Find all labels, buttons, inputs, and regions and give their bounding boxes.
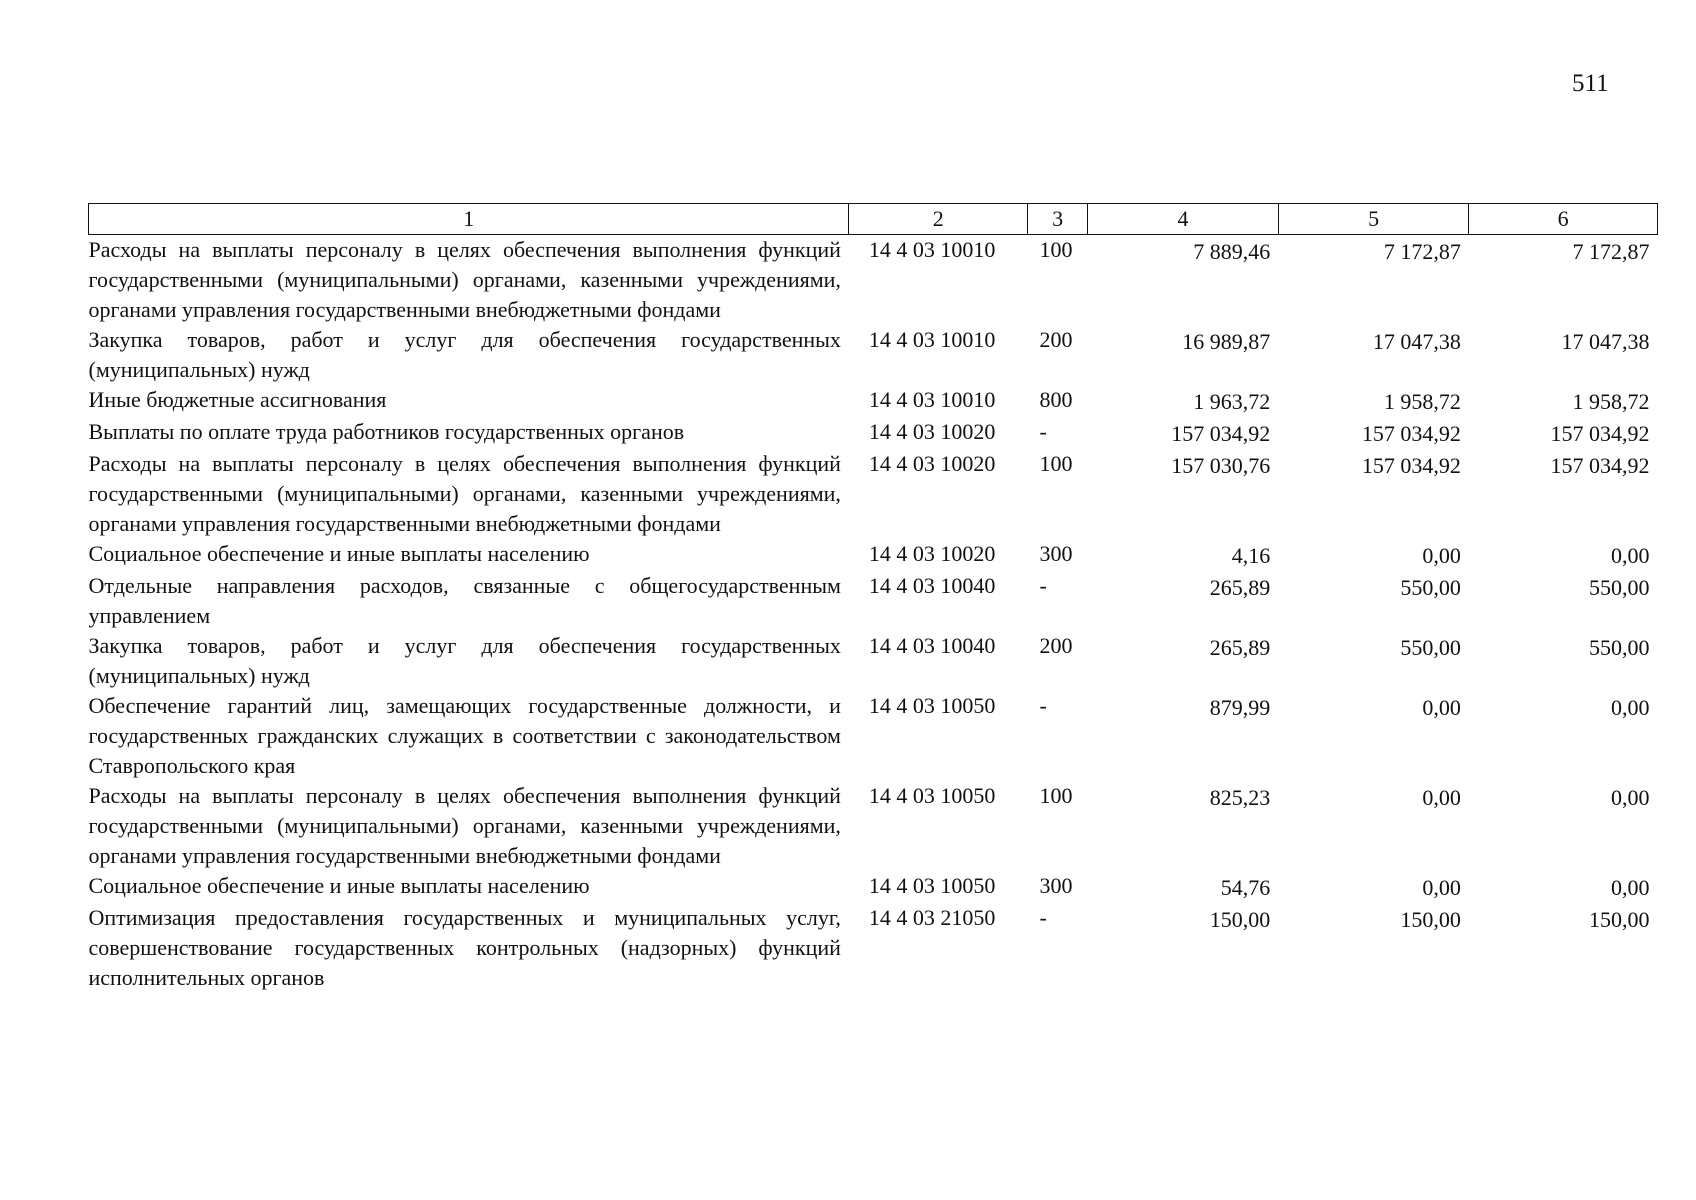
row-expense-type: - — [1039, 573, 1047, 598]
row-code: 14 4 03 10010 — [868, 387, 996, 412]
row-value-col5: 0,00 — [1422, 543, 1461, 568]
column-header-6: 6 — [1469, 204, 1658, 235]
column-header-5: 5 — [1278, 204, 1469, 235]
row-name: Оптимизация предоставления государственных и муниципальных услуг, совершенствование государственных контрольных (надзорных) функций исполнительных органов — [88, 905, 841, 990]
row-code: 14 4 03 10050 — [868, 873, 996, 898]
table-row — [89, 417, 1658, 449]
row-name: Расходы на выплаты персоналу в целях обеспечения выполнения функций государственными (муниципальными) органами, казенными учреждениями, органами управления государственными внебюджетными фондами — [88, 783, 841, 868]
row-name: Отдельные направления расходов, связанные с общегосударственным управлением — [88, 573, 841, 628]
row-value-col4: 16 989,87 — [1182, 329, 1271, 354]
column-header-3: 3 — [1027, 204, 1087, 235]
row-name: Социальное обеспечение и иные выплаты населению — [88, 873, 590, 898]
table-body — [89, 235, 1658, 994]
row-value-col4: 157 034,92 — [1171, 421, 1271, 446]
row-expense-type: 200 — [1039, 327, 1073, 352]
row-value-col6: 157 034,92 — [1550, 421, 1650, 446]
header-row — [89, 204, 1658, 235]
row-expense-type: 300 — [1039, 541, 1073, 566]
row-value-col6: 150,00 — [1589, 907, 1650, 932]
table-row — [89, 571, 1658, 631]
table-row — [89, 631, 1658, 691]
row-code: 14 4 03 10020 — [868, 419, 996, 444]
row-expense-type: 800 — [1039, 387, 1073, 412]
column-header-2: 2 — [849, 204, 1028, 235]
row-expense-type: 100 — [1039, 783, 1073, 808]
row-expense-type: - — [1039, 905, 1047, 930]
row-value-col6: 157 034,92 — [1550, 453, 1650, 478]
row-name: Расходы на выплаты персоналу в целях обеспечения выполнения функций государственными (муниципальными) органами, казенными учреждениями, органами управления государственными внебюджетными фондами — [88, 237, 841, 322]
row-name: Расходы на выплаты персоналу в целях обеспечения выполнения функций государственными (муниципальными) органами, казенными учреждениями, органами управления государственными внебюджетными фондами — [88, 451, 841, 536]
row-name: Обеспечение гарантий лиц, замещающих государственные должности, и государственных гражданских служащих в соответствии с законодательством Ставропольского края — [88, 693, 841, 778]
table-row — [89, 781, 1658, 871]
row-value-col4: 157 030,76 — [1171, 453, 1271, 478]
row-value-col4: 825,23 — [1209, 785, 1271, 810]
row-value-col6: 0,00 — [1611, 875, 1650, 900]
table-row — [89, 325, 1658, 385]
row-value-col5: 150,00 — [1400, 907, 1461, 932]
table-row — [89, 871, 1658, 903]
row-value-col6: 550,00 — [1589, 575, 1650, 600]
row-expense-type: 200 — [1039, 633, 1073, 658]
row-value-col6: 0,00 — [1611, 543, 1650, 568]
row-name: Выплаты по оплате труда работников государственных органов — [88, 419, 685, 444]
row-value-col4: 150,00 — [1209, 907, 1271, 932]
row-expense-type: - — [1039, 419, 1047, 444]
row-expense-type: - — [1039, 693, 1047, 718]
row-value-col4: 7 889,46 — [1193, 239, 1271, 264]
row-value-col5: 7 172,87 — [1383, 239, 1461, 264]
row-name: Социальное обеспечение и иные выплаты населению — [88, 541, 590, 566]
row-value-col5: 0,00 — [1422, 875, 1461, 900]
row-value-col4: 54,76 — [1220, 875, 1271, 900]
row-value-col5: 17 047,38 — [1372, 329, 1461, 354]
row-value-col4: 265,89 — [1209, 635, 1271, 660]
row-expense-type: 300 — [1039, 873, 1073, 898]
table-row — [89, 539, 1658, 571]
table-row — [89, 691, 1658, 781]
row-code: 14 4 03 10050 — [868, 783, 996, 808]
row-code: 14 4 03 10050 — [868, 693, 996, 718]
table-row — [89, 449, 1658, 539]
row-value-col4: 4,16 — [1231, 543, 1271, 568]
column-header-1: 1 — [89, 204, 849, 235]
row-code: 14 4 03 10010 — [868, 237, 996, 262]
row-value-col6: 550,00 — [1589, 635, 1650, 660]
row-value-col4: 265,89 — [1209, 575, 1271, 600]
row-value-col5: 550,00 — [1400, 635, 1461, 660]
table-row — [89, 385, 1658, 417]
row-code: 14 4 03 10040 — [868, 633, 996, 658]
row-name: Закупка товаров, работ и услуг для обеспечения государственных (муниципальных) нужд — [88, 327, 841, 382]
row-value-col6: 0,00 — [1611, 695, 1650, 720]
row-code: 14 4 03 10020 — [868, 541, 996, 566]
row-code: 14 4 03 10040 — [868, 573, 996, 598]
budget-table — [88, 203, 1658, 993]
page-number: 511 — [1572, 70, 1609, 97]
row-value-col5: 157 034,92 — [1361, 453, 1461, 478]
row-value-col5: 157 034,92 — [1361, 421, 1461, 446]
row-value-col6: 1 958,72 — [1572, 389, 1650, 414]
table-row — [89, 235, 1658, 326]
row-name: Закупка товаров, работ и услуг для обеспечения государственных (муниципальных) нужд — [88, 633, 841, 688]
row-value-col6: 17 047,38 — [1561, 329, 1650, 354]
table-row — [89, 903, 1658, 993]
row-value-col4: 879,99 — [1209, 695, 1271, 720]
row-value-col4: 1 963,72 — [1193, 389, 1271, 414]
row-value-col6: 0,00 — [1611, 785, 1650, 810]
row-expense-type: 100 — [1039, 237, 1073, 262]
row-expense-type: 100 — [1039, 451, 1073, 476]
row-code: 14 4 03 10020 — [868, 451, 996, 476]
row-name: Иные бюджетные ассигнования — [88, 387, 387, 412]
row-code: 14 4 03 21050 — [868, 905, 996, 930]
row-value-col5: 0,00 — [1422, 695, 1461, 720]
row-value-col5: 1 958,72 — [1383, 389, 1461, 414]
table-header — [89, 204, 1658, 235]
column-header-4: 4 — [1088, 204, 1279, 235]
row-code: 14 4 03 10010 — [868, 327, 996, 352]
row-value-col5: 0,00 — [1422, 785, 1461, 810]
row-value-col5: 550,00 — [1400, 575, 1461, 600]
row-value-col6: 7 172,87 — [1572, 239, 1650, 264]
